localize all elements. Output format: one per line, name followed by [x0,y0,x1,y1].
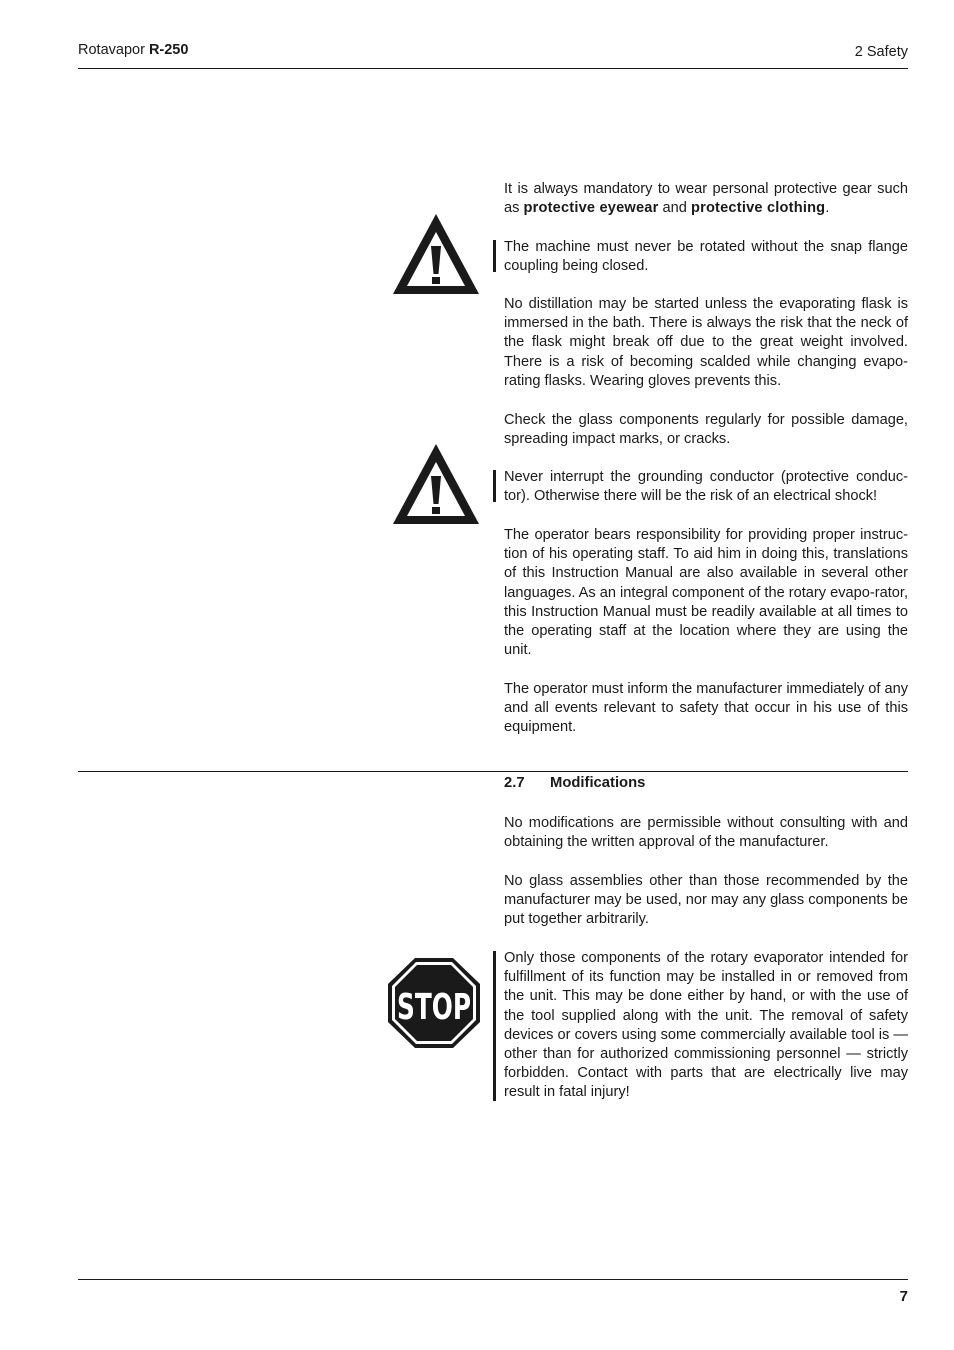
change-bar [493,470,496,502]
change-bar [493,240,496,272]
paragraph-protective-gear: It is always mandatory to wear personal protective gear such as protective eyewear and protective clothing. [504,181,908,217]
paragraph-modifications: No modifications are permissible without consulting with and obtaining the written approval of the manufacturer. [504,815,908,851]
paragraph-glass-check: Check the glass components regularly for possible damage, spreading impact marks, or cracks. [504,412,908,448]
paragraph-operator-responsibility: The operator bears responsibility for providing proper instruc-tion of his operating staff. To aid him in doing this, translations of this Instruction Manual are also available in several other languages. As an integral component of the rotary evapo-rator, this Instruction Manual must be readily available at all times to the operating staff at the location where they are using the unit. [504,527,909,659]
paragraph-components-removal: Only those components of the rotary evaporator intended for fulfillment of its function may be installed in or removed from the unit. This may be done either by hand, or with the use of the tool supplied along with the unit. The removal of safety devices or covers using some commercially available tool is — other than for authorized commissioning personnel — strictly forbidden. Contact with parts that are electrically live may result in fatal injury! [504,950,908,1101]
section-rule [78,771,908,772]
paragraph-snap-flange: The machine must never be rotated without the snap flange coupling being closed. [504,239,908,275]
header-rule [78,68,908,69]
section-heading [504,775,645,791]
change-bar [493,951,496,1101]
product-prefix: Rotavapor [78,42,145,58]
warning-triangle-icon [390,441,482,527]
footer-rule [78,1279,908,1280]
paragraph-operator-inform: The operator must inform the manufacturer immediately of any and all events relevant to safety that occur in his use of this equipment. [504,681,908,736]
warning-triangle-icon [390,211,482,297]
product-model: R-250 [148,42,189,58]
stop-sign-text: STOP [397,987,471,1028]
paragraph-glass-assemblies: No glass assemblies other than those recommended by the manufacturer may be used, nor may any glass components be put together arbitrarily. [504,873,908,928]
header-product [78,42,188,58]
section-title: Modifications [550,775,646,791]
paragraph-distillation: No distillation may be started unless the evaporating flask is immersed in the bath. There is always the risk that the neck of the flask might break off due to the great weight involved. There is a risk of becoming scalded while changing evapo-rating flasks. Wearing gloves prevents this. [504,296,908,389]
stop-sign-icon [386,956,482,1050]
page-number: 7 [899,1288,908,1305]
paragraph-grounding: Never interrupt the grounding conductor (protective conduc-tor). Otherwise there will be the risk of an electrical shock! [504,469,908,505]
section-number: 2.7 [504,775,525,791]
header-chapter: 2 Safety [854,44,908,60]
